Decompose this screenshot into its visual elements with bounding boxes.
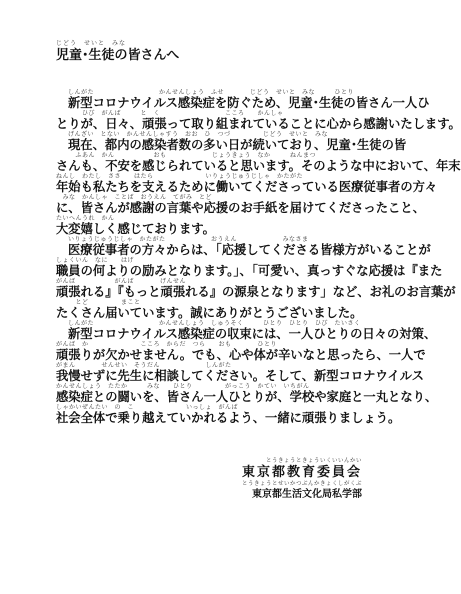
ruby-line: かんせんしょう たたか みな ひとり がっこう かてい いちがん — [56, 383, 310, 390]
signature-block — [242, 458, 362, 501]
paragraph — [56, 236, 456, 321]
paragraph — [56, 320, 438, 426]
signature-org: 東京都教育委員会 — [241, 465, 362, 480]
greeting-block — [56, 40, 179, 64]
letter-body — [56, 89, 461, 426]
text-line: 職員の何よりの励みとなります。」、「可愛い、真っすぐな応援は『また — [56, 264, 443, 278]
text-line: 我慢せずに先生に相談してください。そして、新型コロナウイルス — [56, 369, 424, 383]
text-line: に、皆さんが感謝の言葉や応援のお手紙を届けてくださったこと、 — [56, 201, 425, 215]
text-line: 年始も私たちを支えるために働いてくださっている医療従事者の方々 — [56, 180, 438, 194]
text-line: 現在、都内の感染者数の多い日が続いており、児童･生徒の皆 — [68, 138, 407, 152]
text-line: 大変嬉しく感じております。 — [56, 222, 215, 236]
ruby-line: しゃかいぜんたい の こ いっしょ がんば — [56, 404, 239, 411]
ruby-line: がんば か こころ からだ つら おも ひとり — [56, 341, 278, 348]
greeting-ruby: じどう せいと みな — [56, 40, 127, 47]
ruby-line: しんがた かんせんしょう しゅうそく ひとり ひとり ひび たいさく — [68, 320, 361, 327]
paragraph — [56, 89, 461, 132]
ruby-line: みな かんしゃ ことば おうえん てがみ とど — [56, 194, 213, 201]
signature-dept-ruby: とうきょうとせいかつぶんかきょくしがくぶ — [241, 481, 362, 487]
paragraph — [56, 131, 461, 237]
signature-dept: 東京都生活文化局私学部 — [252, 489, 362, 500]
ruby-line: がんば がんば げんせん — [56, 278, 187, 285]
text-line: 感染症との闘いを、皆さん一人ひとりが、学校や家庭と一丸となり、 — [56, 390, 438, 404]
ruby-line: ひび がんば と く こころ かんしゃ — [56, 110, 284, 117]
ruby-line: たいへんうれ かん — [56, 215, 115, 222]
ruby-line: しんがた かんせんしょう ふせ じどう せいと みな ひとり — [68, 89, 355, 96]
ruby-line: がまん せんせい そうだん しんがた — [56, 362, 232, 369]
text-line: 新型コロナウイルス感染症を防ぐため、児童･生徒の皆さん一人ひ — [68, 96, 430, 110]
signature-org-ruby: とうきょうときょういくいいんかい — [265, 458, 362, 464]
text-line: とりが、日々、頑張って取り組まれていることに心から感謝いたします。 — [56, 117, 461, 131]
text-line: さんも、不安を感じられていると思います。そのような中において、年末 — [56, 159, 461, 173]
ruby-line: ふあん かん おも じょうきょう なか ねんまつ — [56, 152, 317, 159]
ruby-line: ねんし わたし ささ はたら いりょうじゅうじしゃ かたがた — [56, 173, 304, 180]
text-line: 医療従事者の方々からは、「応援してくださる皆様方がいることが — [68, 243, 431, 257]
text-line: 頑張れる』『もっと頑張れる』の源泉となります」など、お礼のお言葉が — [56, 285, 456, 299]
text-line: たくさん届いています。誠にありがとうございました。 — [56, 306, 363, 320]
ruby-line: いりょうじゅうじしゃ かたがた おうえん みなさま — [68, 236, 309, 243]
ruby-line: とど まこと — [56, 299, 141, 306]
text-line: 新型コロナウイルス感染症の収束には、一人ひとりの日々の対策、 — [68, 327, 437, 341]
greeting-heading: 児童･生徒の皆さんへ — [56, 48, 180, 63]
text-line: 頑張りが欠かせません。でも、心や体が辛いなと思ったら、一人で — [56, 348, 426, 362]
ruby-line: げんざい とない かんせんしゃすう おお ひ つづ じどう せいと みな — [68, 131, 329, 138]
ruby-line: しょくいん なに はげ — [56, 257, 135, 264]
text-line: 社会全体で乗り越えていかれるよう、一緒に頑張りましょう。 — [56, 411, 401, 425]
